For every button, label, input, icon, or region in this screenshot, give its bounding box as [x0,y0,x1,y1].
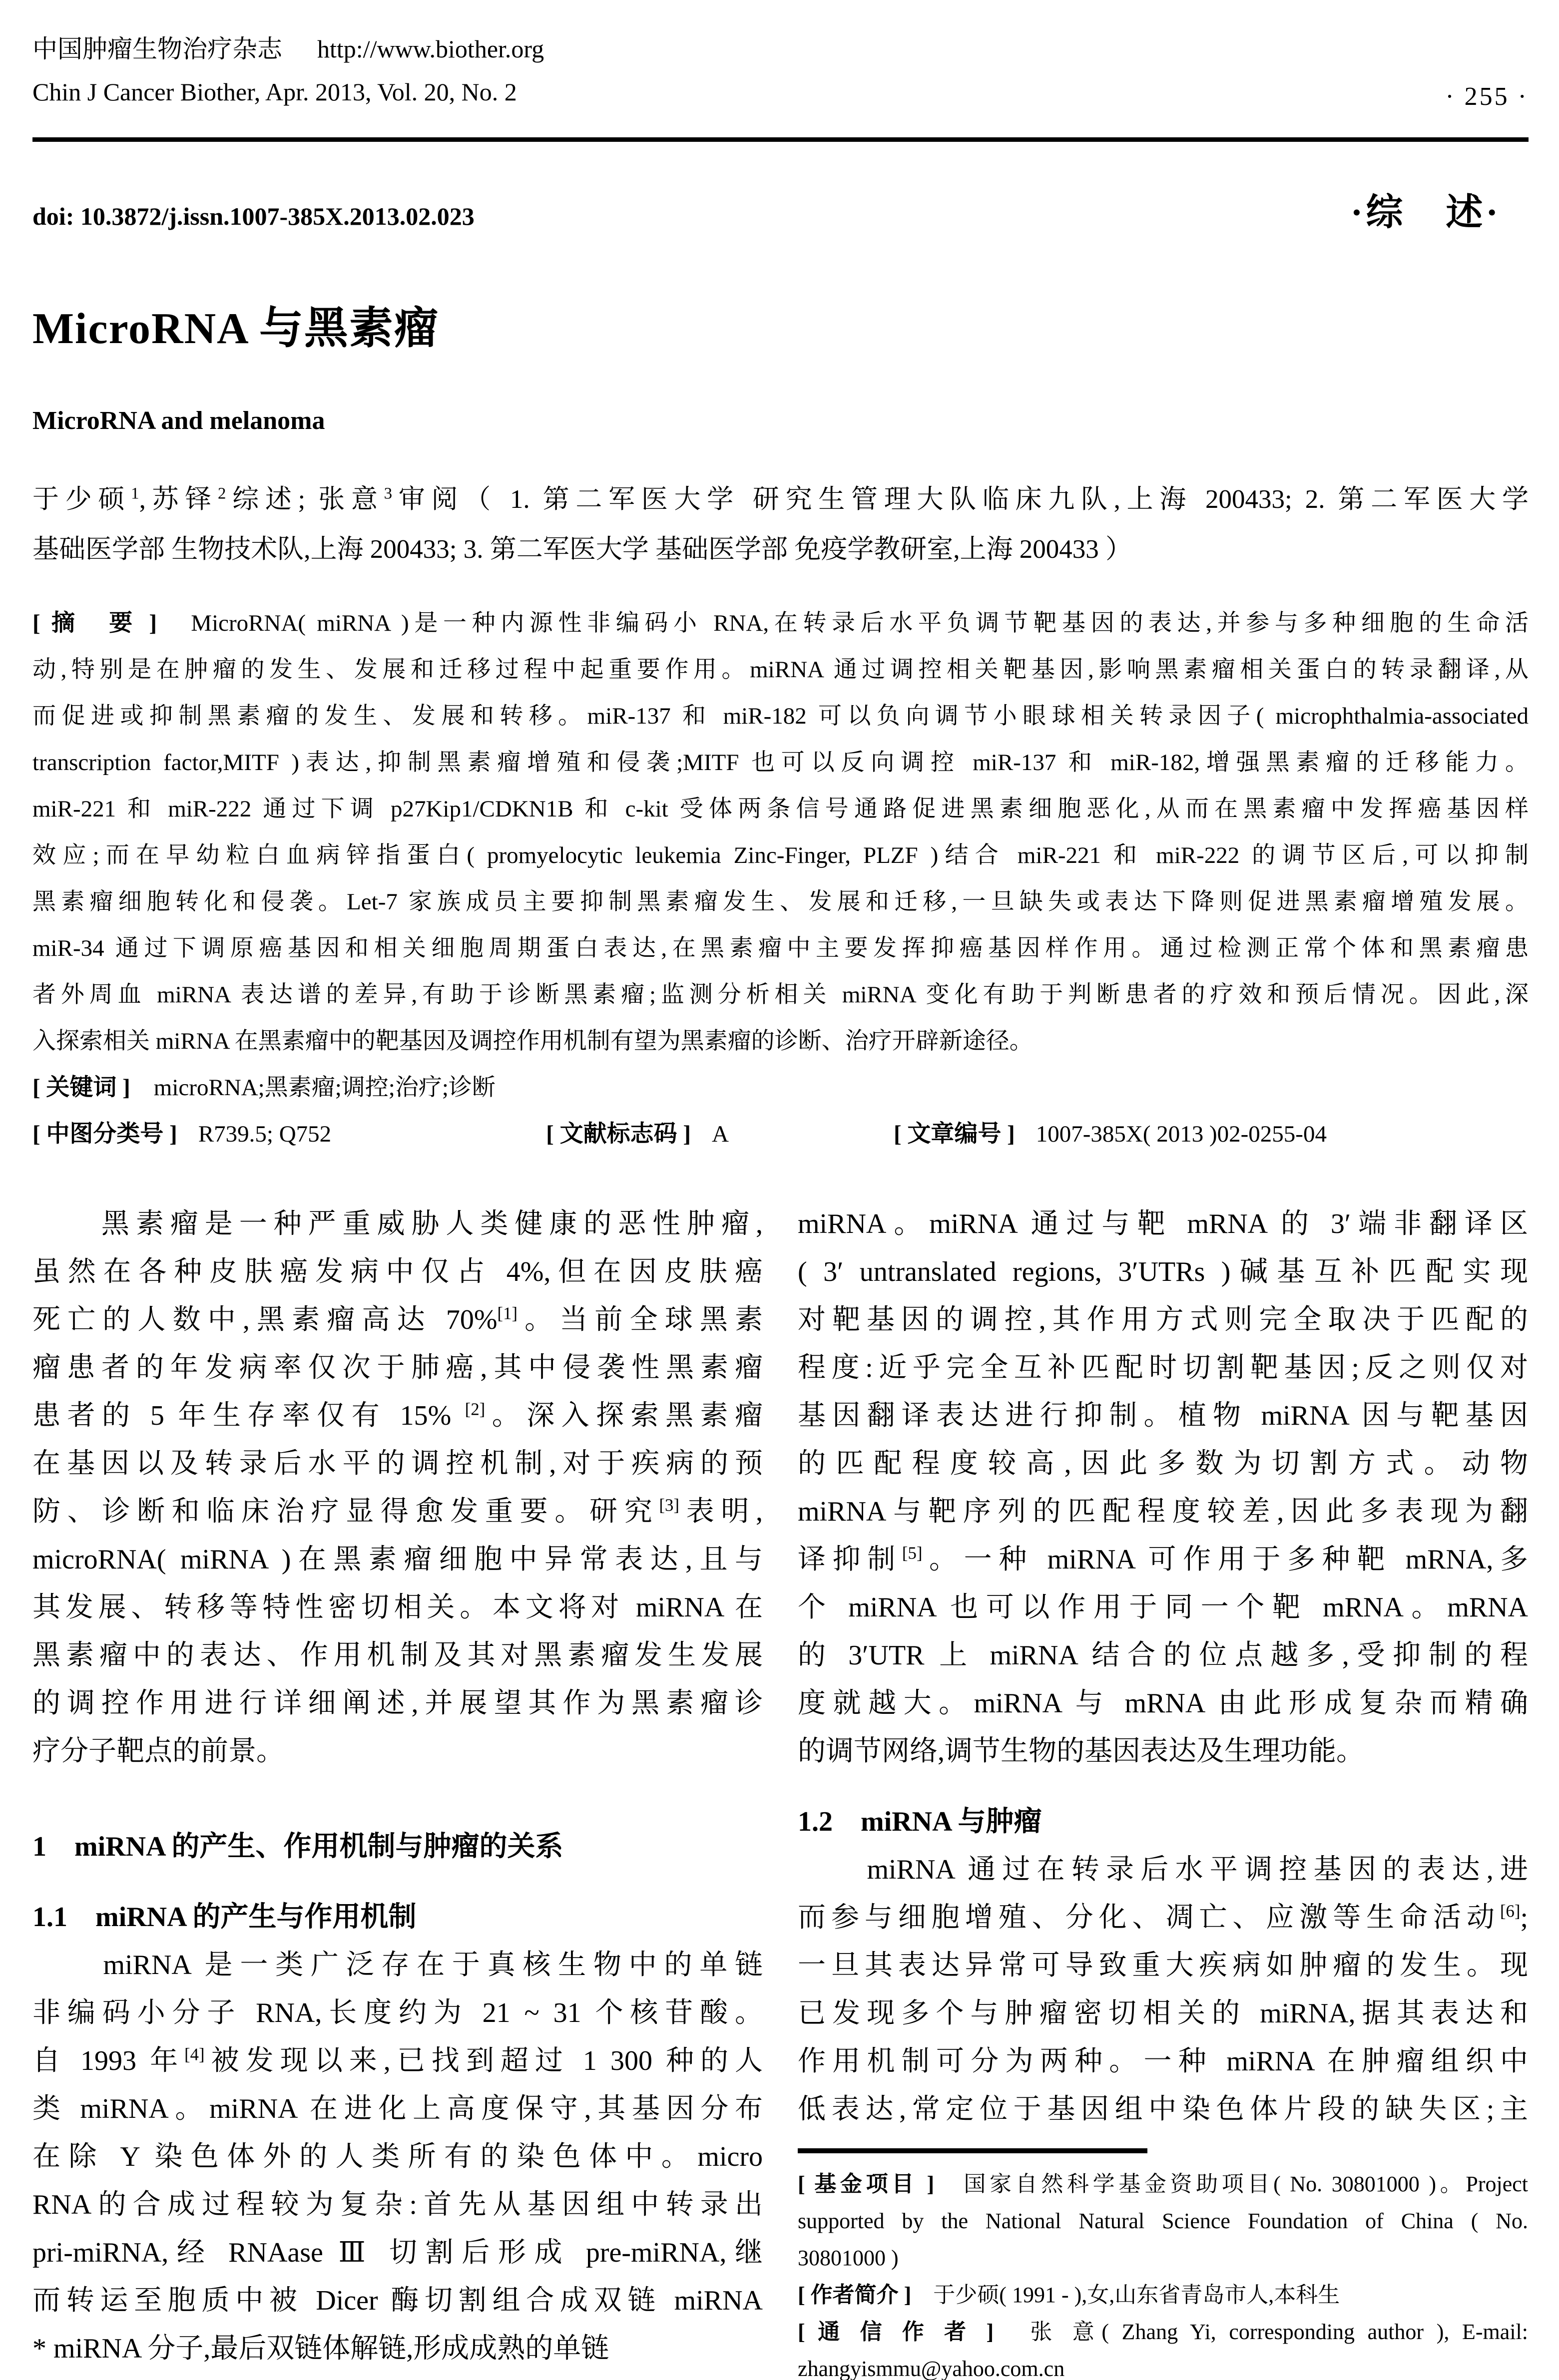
text-line: 而参与细胞增殖、分化、凋亡、应激等生命活动[6]; [798,1901,1528,1933]
text-line: 自 1993 年[4]被发现以来,已找到超过 1 300 种的人 [32,2044,763,2076]
text-line: 在基因以及转录后水平的调控机制,对于疾病的预 [32,1448,763,1479]
body-columns [32,1200,1529,2380]
text-line: 类 miRNA。miRNA 在进化上高度保守,其基因分布 [32,2093,763,2124]
text-line: 于少硕$^1$,苏铎$^2$综述; 张意$^3$审阅（ 1. 第二军医大学 研究生管理大队临床九队,上海 200433; 2. 第二军医大学 [32,484,1529,514]
text-line: 者外周血 miRNA 表达谱的差异,有助于诊断黑素瘤;监测分析相关 miRNA 变化有助于判断患者的疗效和预后情况。因此,深 [32,982,1529,1008]
text-line: [ 通 信 作 者 ] 张 意( Zhang Yi, corresponding author ), E-mail: [798,2320,1528,2344]
article-title-en: MicroRNA and melanoma [32,406,325,435]
right-column [798,1200,1528,2380]
footnotes [798,2166,1528,2380]
classification-label: [ 文章编号 ] [893,1121,1015,1147]
abstract-block [32,600,1529,1065]
text-line: [ 基金项目 ] 国家自然科学基金资助项目( No. 30801000 )。Project [798,2172,1528,2196]
text-line: 基因翻译表达进行抑制。植物 miRNA 因与靶基因 [798,1400,1528,1431]
text-line: miRNA 是一类广泛存在于真核生物中的单链 [32,1950,763,1981]
section-heading: 1 miRNA 的产生、作用机制与肿瘤的关系 [32,1831,563,1862]
text-line: 动,特别是在肿瘤的发生、发展和迁移过程中起重要作用。miRNA 通过调控相关靶基因,影响黑素瘤相关蛋白的转录翻译,从 [32,657,1529,683]
column-type-badge: ·综 述· [1350,192,1501,233]
classification-value: R739.5; Q752 [198,1121,332,1147]
text-line: microRNA( miRNA )在黑素瘤细胞中异常表达,且与 [32,1544,763,1575]
text-line: zhangyismmu@yahoo.com.cn [798,2357,1065,2380]
classification-row [32,1111,1529,1158]
text-line: 其发展、转移等特性密切相关。本文将对 miRNA 在 [32,1592,763,1623]
text-line: pri-miRNA,经 RNAase Ⅲ 切割后形成 pre-miRNA,继 [32,2237,763,2268]
left-column [32,1200,763,2380]
author-affiliation-block [32,474,1529,574]
journal-title-cn: 中国肿瘤生物治疗杂志 [32,35,282,63]
text-line: 入探索相关 miRNA 在黑素瘤中的靶基因及调控作用机制有望为黑素瘤的诊断、治疗开辟新途径。 [32,1028,1033,1054]
text-line: 虽然在各种皮肤癌发病中仅占 4%,但在因皮肤癌 [32,1256,763,1287]
section-heading: 1.2 miRNA 与肿瘤 [798,1806,1042,1837]
text-line: 度就越大。miRNA 与 mRNA 由此形成复杂而精确 [798,1688,1528,1719]
text-line: 译抑制[5]。一种 miRNA 可作用于多种靶 mRNA,多 [798,1543,1529,1575]
text-line: RNA的合成过程较为复杂:首先从基因组中转录出 [32,2189,763,2220]
text-line: 的调节网络,调节生物的基因表达及生理功能。 [798,1736,1364,1767]
text-line: 程度:近乎完全互补匹配时切割靶基因;反之则仅对 [798,1352,1528,1383]
text-line: 患者的 5 年生存率仅有 15% [2]。深入探索黑素瘤 [32,1399,763,1431]
text-line: 而促进或抑制黑素瘤的发生、发展和转移。miR-137 和 miR-182 可以负向调节小眼球相关转录因子( microphthalmia-associated [32,703,1529,729]
text-line: 在除 Y 染色体外的人类所有的染色体中。micro [32,2141,763,2172]
article-title: MicroRNA 与黑素瘤 [32,305,439,353]
text-line: 30801000 ) [798,2246,899,2270]
classification-item [32,1111,331,1158]
text-line: miRNA 通过在转录后水平调控基因的表达,进 [798,1854,1528,1885]
text-line: 疗分子靶点的前景。 [32,1736,284,1767]
text-line: 对靶基因的调控,其作用方式则完全取决于匹配的 [798,1304,1528,1335]
text-line: [ 作者简介 ] 于少硕( 1991 - ),女,山东省青岛市人,本科生 [798,2283,1340,2307]
text-line: miR-221 和 miR-222 通过下调 p27Kip1/CDKN1B 和 c-kit 受体两条信号通路促进黑素细胞恶化,从而在黑素瘤中发挥癌基因样 [32,796,1529,822]
text-line: miRNA与靶序列的匹配程度较差,因此多表现为翻 [798,1496,1528,1527]
text-line: transcription factor,MITF )表达,抑制黑素瘤增殖和侵袭;MITF 也可以反向调控 miR-137 和 miR-182,增强黑素瘤的迁移能力。 [32,750,1529,776]
text-line: 非编码小分子 RNA,长度约为 21 ~ 31 个核苷酸。 [32,1997,763,2028]
text-line: * miRNA 分子,最后双链体解链,形成成熟的单链 [32,2333,609,2364]
section-heading: 1.1 miRNA 的产生与作用机制 [32,1902,417,1933]
text-line: supported by the National Natural Science Foundation of China ( No. [798,2209,1528,2233]
classification-value: 1007-385X( 2013 )02-0255-04 [1036,1121,1327,1147]
text-line: 的调控作用进行详细阐述,并展望其作为黑素瘤诊 [32,1688,763,1719]
text-line: ( 3′ untranslated regions, 3′UTRs )碱基互补匹配实现 [798,1256,1528,1287]
journal-title-en: Chin J Cancer Biother, Apr. 2013, Vol. 20, No. 2 [32,78,517,106]
journal-line-cn [32,27,544,70]
text-line: [ 摘 要 ] MicroRNA( miRNA )是一种内源性非编码小 RNA,在转录后水平负调节靶基因的表达,并参与多种细胞的生命活 [32,610,1529,636]
text-line: 一旦其表达异常可导致重大疾病如肿瘤的发生。现 [798,1950,1528,1981]
right-column-text [798,1200,1528,2133]
text-line: miR-34 通过下调原癌基因和相关细胞周期蛋白表达,在黑素瘤中主要发挥抑癌基因样作用。通过检测正常个体和黑素瘤患 [32,935,1529,961]
text-line: 的 3′UTR 上 miRNA 结合的位点越多,受抑制的程 [798,1640,1528,1671]
doi: doi: 10.3872/j.issn.1007-385X.2013.02.023 [32,202,475,230]
text-line: 黑素瘤细胞转化和侵袭。Let-7 家族成员主要抑制黑素瘤发生、发展和迁移,一旦缺失或表达下降则促进黑素瘤增殖发展。 [32,889,1529,915]
page-number: · 255 · [1445,82,1529,111]
classification-label: [ 文献标志码 ] [546,1121,691,1147]
text-line: miRNA。miRNA 通过与靶 mRNA 的 3′端非翻译区 [798,1208,1528,1239]
classification-item [894,1111,1327,1158]
text-line: 而转运至胞质中被 Dicer 酶切割组合成双链 miRNA [32,2285,763,2316]
classification-value: A [711,1121,729,1147]
text-line: 作用机制可分为两种。一种 miRNA 在肿瘤组织中 [798,2046,1528,2077]
text-line: 低表达,常定位于基因组中染色体片段的缺失区;主 [798,2094,1528,2125]
text-line: 已发现多个与肿瘤密切相关的 miRNA,据其表达和 [798,1998,1528,2029]
text-line: 效应;而在早幼粒白血病锌指蛋白( promyelocytic leukemia Zinc-Finger, PLZF )结合 miR-221 和 miR-222 的调节区后,可以抑制 [32,842,1529,868]
footnote-separator [798,2148,1147,2153]
text-line: 死亡的人数中,黑素瘤高达 70%[1]。当前全球黑素 [32,1303,763,1335]
text-line: 瘤患者的年发病率仅次于肺癌,其中侵袭性黑素瘤 [32,1352,763,1383]
doi-row [32,183,1529,236]
text-line: 防、诊断和临床治疗显得愈发重要。研究[3]表明, [32,1495,763,1527]
keywords-line: [ 关键词 ] microRNA;黑素瘤;调控;治疗;诊断 [32,1075,496,1101]
classification-item [546,1111,729,1158]
journal-masthead [32,27,544,113]
text-line: 黑素瘤中的表达、作用机制及其对黑素瘤发生发展 [32,1640,763,1671]
journal-url: http://www.biother.org [317,35,544,63]
text-line: 的匹配程度较高,因此多数为切割方式。动物 [798,1448,1528,1479]
text-line: 个 miRNA 也可以作用于同一个靶 mRNA。mRNA [798,1592,1528,1623]
text-line: 黑素瘤是一种严重威胁人类健康的恶性肿瘤, [32,1208,763,1239]
classification-label: [ 中图分类号 ] [32,1121,177,1147]
header-rule [32,137,1529,142]
text-line: 基础医学部 生物技术队,上海 200433; 3. 第二军医大学 基础医学部 免疫学教研室,上海 200433 ） [32,535,1132,564]
page-header [32,27,1529,113]
